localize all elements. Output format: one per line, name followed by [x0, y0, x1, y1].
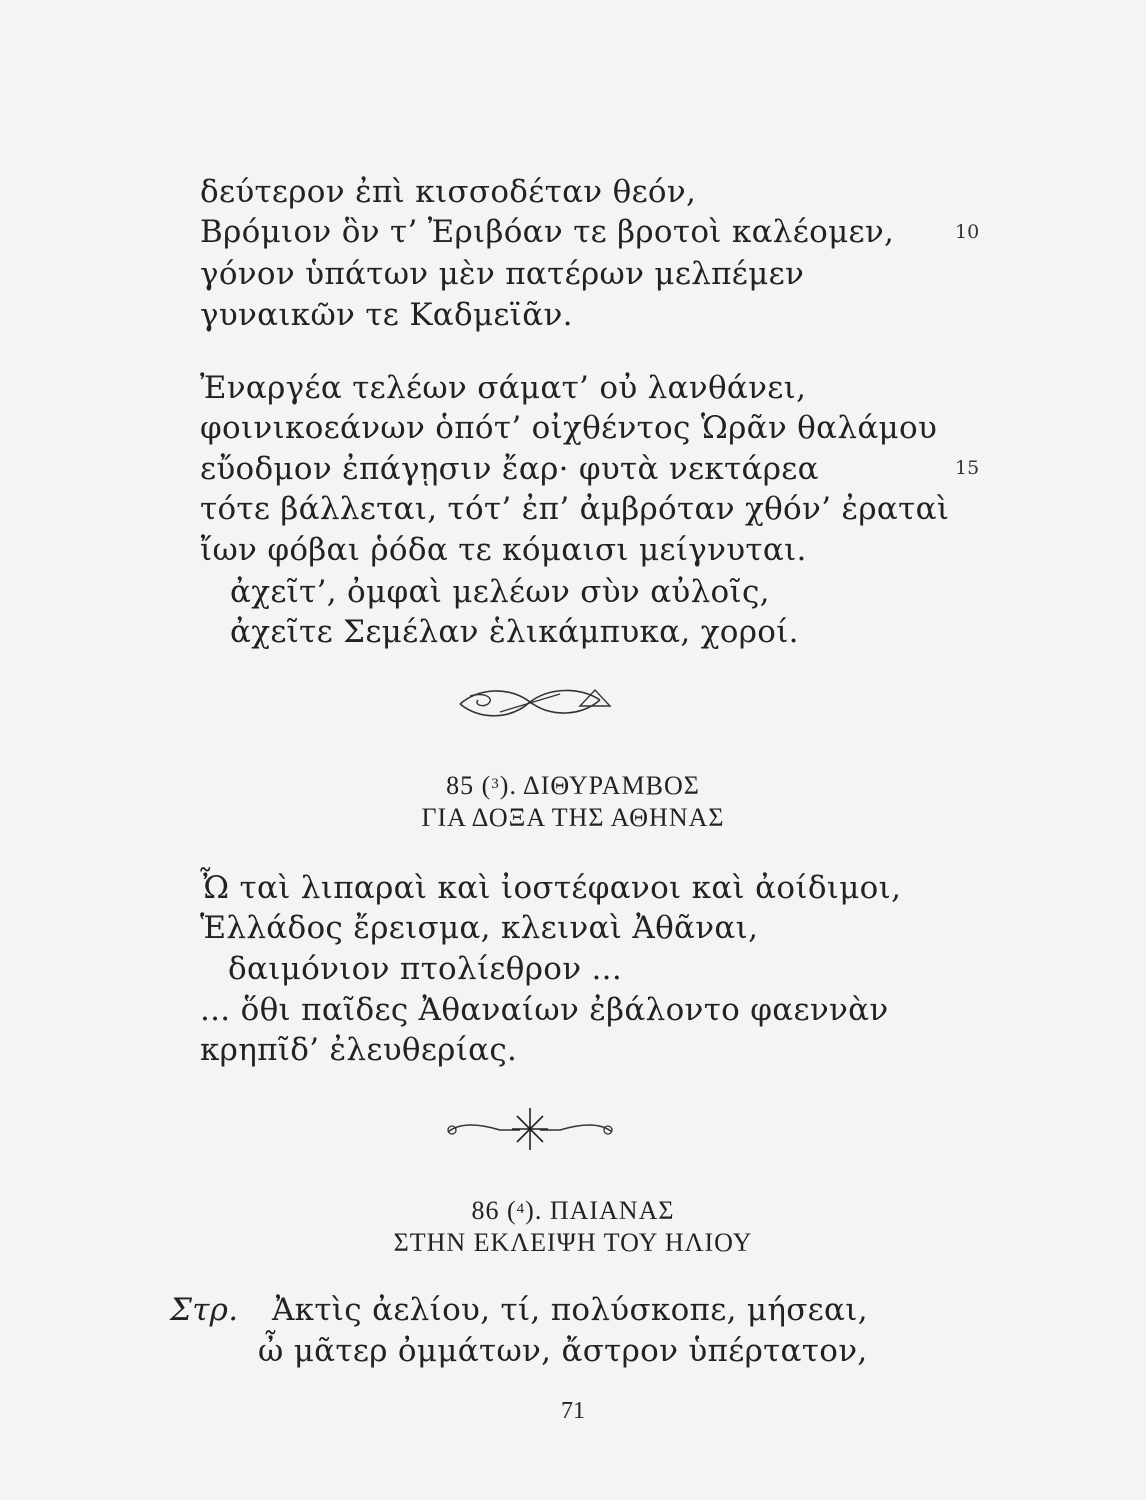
- section-heading: [0, 1193, 1146, 1227]
- page-number: 71: [561, 1398, 585, 1424]
- poem-line: φοινικοεάνων ὁπότ’ οἰχθέντος Ὡρᾶν θαλάμου: [200, 410, 938, 446]
- poem-line: ... ὅθι παῖδες Ἀθαναίων ἐβάλοντο φαεννὰν: [200, 992, 889, 1028]
- poem-line: δεύτερον ἐπὶ κισσοδέταν θεόν,: [200, 174, 697, 210]
- section-subtitle: ΣΤΗΝ ΕΚΛΕΙΨΗ ΤΟΥ ΗΛΙΟΥ: [393, 1228, 753, 1257]
- section-subtitle: ΓΙΑ ΔΟΞΑ ΤΗΣ ΑΘΗΝΑΣ: [421, 803, 725, 832]
- star-ornament: [440, 1102, 620, 1152]
- poem-line: Ἐναργέα τελέων σάματ’ οὐ λανθάνει,: [200, 370, 807, 406]
- poem-line: Ἀκτὶς ἀελίου, τί, πολύσκοπε, μήσεαι,: [272, 1292, 868, 1328]
- poem-line: Ἑλλάδος ἔρεισμα, κλειναὶ Ἀθᾶναι,: [200, 910, 759, 946]
- poem-line: ἴων φόβαι ῥόδα τε κόμαισι μείγνυται.: [200, 532, 807, 568]
- strophe-label: Στρ.: [170, 1292, 239, 1328]
- poem-line: ὦ μᾶτερ ὀμμάτων, ἄστρον ὑπέρτατον,: [258, 1333, 868, 1369]
- section-heading: [0, 768, 1146, 802]
- section-number: 86 (: [471, 1196, 517, 1225]
- flourish-ornament: [440, 682, 620, 722]
- poem-line: δαιμόνιον πτολίεθρον ...: [228, 951, 622, 987]
- poem-line: ἀχεῖτε Σεμέλαν ἑλικάμπυκα, χοροί.: [230, 614, 799, 650]
- section-title: ). ΠΑΙΑΝΑΣ: [525, 1196, 675, 1225]
- footnote-ref: 3: [491, 776, 500, 792]
- line-number: 15: [955, 457, 980, 479]
- poem-line: τότε βάλλεται, τότ’ ἐπ’ ἀμβρόταν χθόν’ ἐραταὶ: [200, 491, 950, 527]
- poem-line: Ὦ ταὶ λιπαραὶ καὶ ἰοστέφανοι καὶ ἀοίδιμοι,: [200, 870, 902, 906]
- footnote-ref: 4: [516, 1201, 526, 1217]
- poem-line: γόνον ὑπάτων μὲν πατέρων μελπέμεν: [200, 256, 805, 292]
- poem-line: Βρόμιον ὃν τ’ Ἐριβόαν τε βροτοὶ καλέομεν,: [200, 214, 895, 250]
- poem-line: εὔοδμον ἐπάγῃσιν ἔαρ· φυτὰ νεκτάρεα: [200, 451, 819, 487]
- poem-line: γυναικῶν τε Καδμεϊᾶν.: [200, 297, 573, 333]
- poem-line: ἀχεῖτ’, ὀμφαὶ μελέων σὺν αὐλοῖς,: [230, 574, 770, 610]
- line-number: 10: [955, 221, 980, 243]
- section-title: ). ΔΙΘΥΡΑΜΒΟΣ: [499, 771, 700, 800]
- poem-line: κρηπῖδ’ ἐλευθερίας.: [200, 1032, 518, 1068]
- section-number: 85 (: [446, 771, 492, 800]
